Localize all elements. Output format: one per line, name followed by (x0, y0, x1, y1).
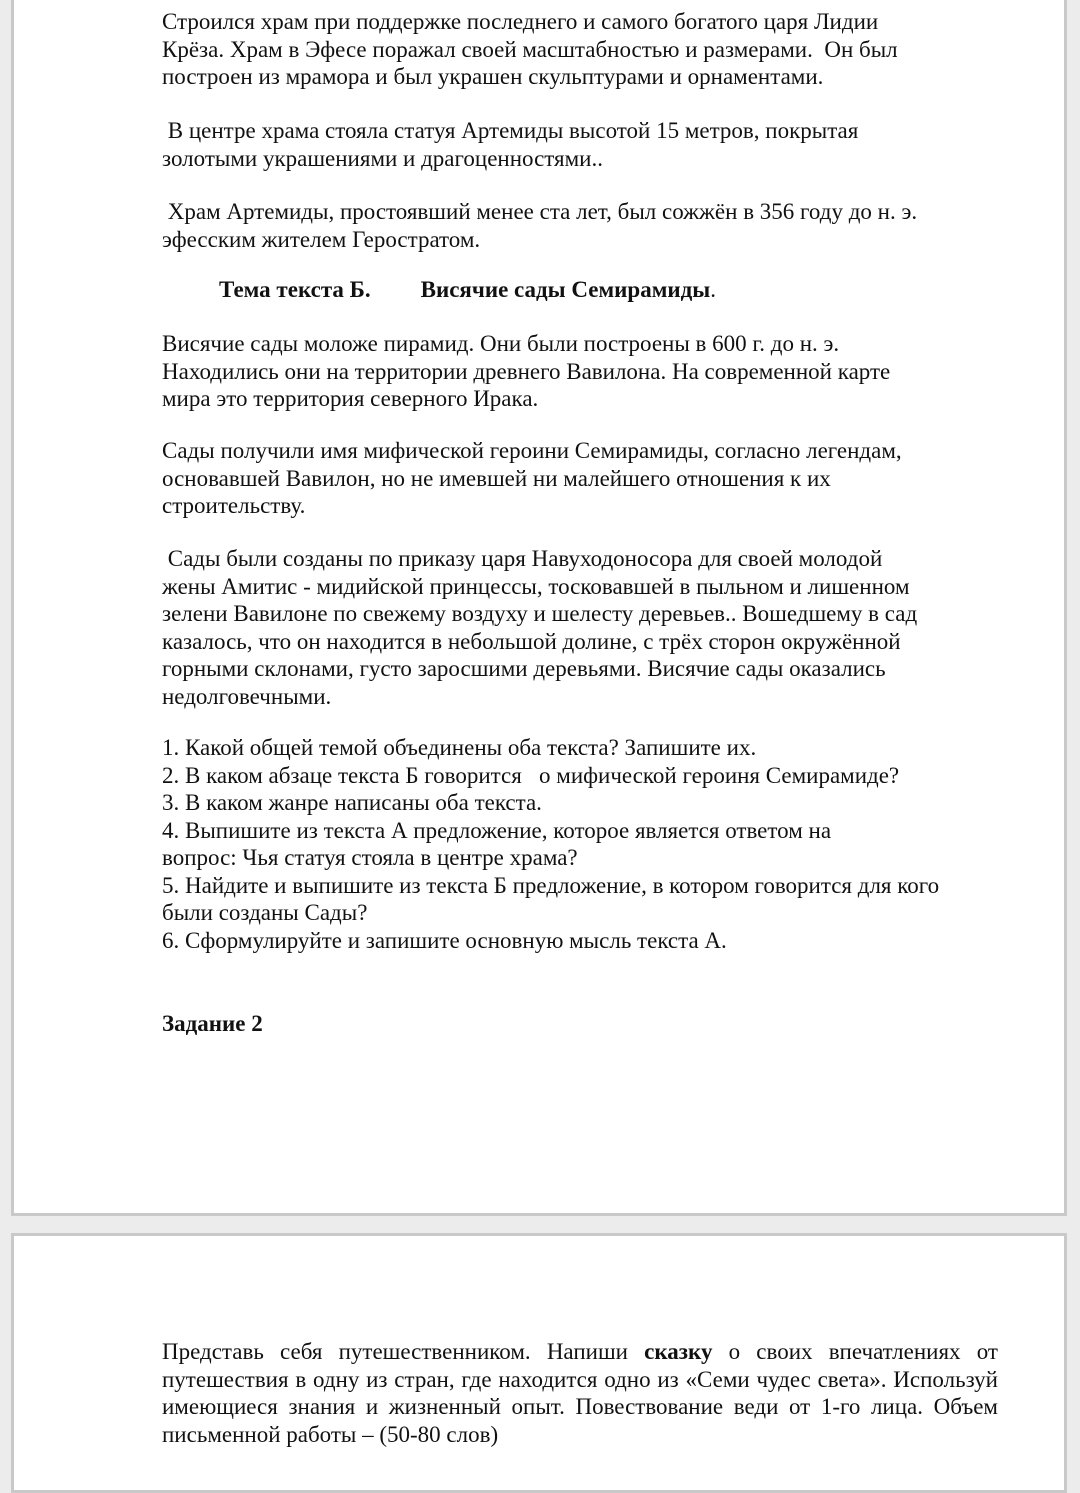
text-line: жены Амитис - мидийской принцессы, тосковавшей в пыльном и лишенном (162, 573, 910, 599)
text-line: Строился храм при поддержке последнего и самого богатого царя Лидии (162, 9, 879, 34)
text-line: основавшей Вавилон, но не имевшей ни малейшего отношения к их (162, 465, 831, 491)
question-item: 2. В каком абзаце текста Б говорится о мифической героиня Семирамиде? (162, 762, 900, 788)
question-item: 4. Выпишите из текста А предложение, которое является ответом на (162, 817, 832, 843)
text-line: горными склонами, густо заросшими деревьями. Висячие сады оказались (162, 656, 886, 681)
text-line: мира это территория северного Ирака. (162, 386, 539, 411)
text-line: Сады были созданы по приказу царя Навуходоносора для своей молодой (162, 546, 883, 571)
task-2-title: Задание 2 (162, 1011, 263, 1036)
text-b-heading (219, 276, 716, 304)
paragraph-gardens-creation (162, 545, 998, 710)
heading-topic: Висячие сады Семирамиды (420, 277, 711, 302)
question-item: вопрос: Чья статуя стояла в центре храма? (162, 845, 578, 870)
text-line: эфесским жителем Геростратом. (162, 226, 481, 252)
text-line: золотыми украшениями и драгоценностями.. (162, 145, 603, 171)
paragraph-temple-construction (162, 8, 998, 91)
text-line: строительству. (162, 493, 306, 518)
text-line: Висячие сады моложе пирамид. Они были построены в 600 г. до н. э. (162, 331, 840, 356)
question-item: 1. Какой общей темой объединены оба текста? Запишите их. (162, 735, 757, 760)
question-item: 5. Найдите и выпишите из текста Б предложение, в котором говорится для кого (162, 872, 940, 898)
paragraph-gardens-age (162, 330, 998, 413)
text-line: построен из мрамора и был украшен скульптурами и орнаментами. (162, 64, 824, 89)
text-line: Крёза. Храм в Эфесе поражал своей масштабностью и размерами. Он был (162, 36, 898, 62)
assignment-keyword: сказку (644, 1339, 713, 1364)
heading-period: . (710, 277, 716, 302)
assignment-text-start: Представь себя путешественником. Напиши (162, 1339, 645, 1364)
paragraph-artemis-statue (162, 117, 998, 172)
document-page-2 (11, 1233, 1067, 1493)
text-line: казалось, что он находится в небольшой долине, с трёх сторон окружённой (162, 628, 901, 654)
paragraph-gardens-name (162, 437, 998, 520)
paragraph-temple-burned (162, 198, 998, 253)
heading-label: Тема текста Б. (219, 277, 371, 302)
text-line: Находились они на территории древнего Вавилона. На современной карте (162, 358, 891, 384)
question-list (162, 734, 998, 954)
text-line: В центре храма стояла статуя Артемиды высотой 15 метров, покрытая (162, 118, 859, 143)
assignment-text-end: о своих впечатлениях от путешествия в одну из стран, где находится одно из «Семи чудес света». Используй имеющиеся знания и жизненный опыт. Повествование веди от 1-го лица. Объем письменной работы – (50-80 слов) (162, 1339, 998, 1447)
text-line: Храм Артемиды, простоявший менее ста лет, был сожжён в 356 году до н. э. (162, 199, 918, 224)
text-line: недолговечными. (162, 683, 332, 709)
question-item: были созданы Сады? (162, 900, 368, 925)
question-item: 3. В каком жанре написаны оба текста. (162, 790, 542, 815)
question-item: 6. Сформулируйте и запишите основную мысль текста А. (162, 927, 727, 953)
document-page-1 (11, 0, 1067, 1216)
paragraph-writing-assignment (162, 1338, 998, 1448)
text-line: Сады получили имя мифической героини Семирамиды, согласно легендам, (162, 438, 902, 463)
text-line: зелени Вавилоне по свежему воздуху и шелесту деревьев.. Вошедшему в сад (162, 601, 918, 626)
